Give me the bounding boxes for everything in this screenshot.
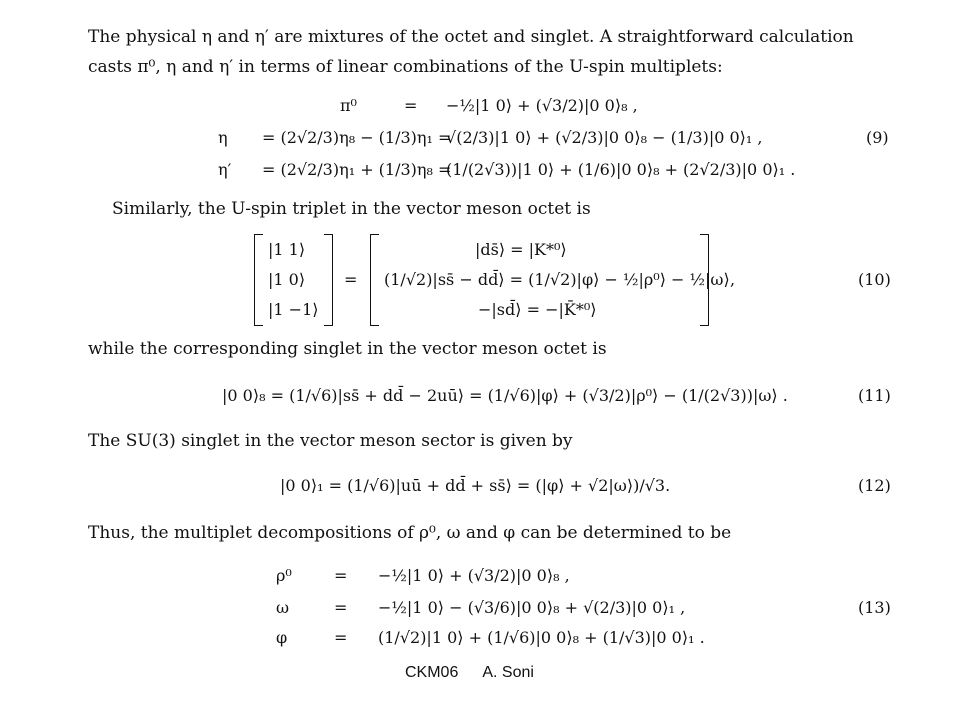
slide-footer bbox=[405, 664, 534, 682]
eq13-omega-lhs: ω bbox=[276, 598, 290, 617]
eq13-phi-lhs: φ bbox=[276, 628, 288, 647]
eq13-omega-rhs: −½|1 0⟩ − (√3/6)|0 0⟩₈ + √(2/3)|0 0⟩₁ , bbox=[378, 598, 686, 617]
eq9-etaprime-rhs: (1/(2√3))|1 0⟩ + (1/6)|0 0⟩₈ + (2√2/3)|0 0⟩₁ . bbox=[446, 160, 796, 179]
eq9-etaprime-lhs: η′ bbox=[218, 160, 232, 179]
eq10-left-row-3: |1 −1⟩ bbox=[268, 300, 319, 319]
eq9-etaprime-mid: = (2√2/3)η₁ + (1/3)η₈ = bbox=[262, 160, 452, 179]
eq9-pi-lhs: π⁰ bbox=[340, 96, 357, 115]
eq11-expression: |0 0⟩₈ = (1/√6)|ss̄ + dd̄ − 2uū⟩ = (1/√6)|φ⟩ + (√3/2)|ρ⁰⟩ − (1/(2√3))|ω⟩ . bbox=[222, 386, 788, 405]
eq13-phi-rhs: (1/√2)|1 0⟩ + (1/√6)|0 0⟩₈ + (1/√3)|0 0⟩₁ . bbox=[378, 628, 705, 647]
text-similarly: Similarly, the U-spin triplet in the vector meson octet is bbox=[112, 199, 591, 219]
eq13-number: (13) bbox=[858, 598, 891, 617]
eq13-rho-rhs: −½|1 0⟩ + (√3/2)|0 0⟩₈ , bbox=[378, 566, 570, 585]
intro-line-1: The physical η and η′ are mixtures of the octet and singlet. A straightforward calculation bbox=[88, 27, 854, 47]
eq10-right-row-1: |ds̄⟩ = |K*⁰⟩ bbox=[475, 240, 567, 259]
eq12-number: (12) bbox=[858, 476, 891, 495]
eq12-expression: |0 0⟩₁ = (1/√6)|uū + dd̄ + ss̄⟩ = (|φ⟩ + √2|ω⟩)/√3. bbox=[280, 476, 671, 495]
eq10-right-row-2: (1/√2)|ss̄ − dd̄⟩ = (1/√2)|φ⟩ − ½|ρ⁰⟩ − ½|ω⟩ bbox=[384, 270, 730, 289]
eq10-trailing-comma: , bbox=[730, 270, 736, 289]
text-while: while the corresponding singlet in the vector meson octet is bbox=[88, 339, 607, 359]
eq9-eta-rhs: √(2/3)|1 0⟩ + (√2/3)|0 0⟩₈ − (1/3)|0 0⟩₁ , bbox=[446, 128, 763, 147]
footer-author: A. Soni bbox=[482, 664, 534, 681]
eq10-equals: = bbox=[344, 270, 358, 289]
eq10-left-vector-close-bracket bbox=[324, 234, 333, 326]
eq9-eta-mid: = (2√2/3)η₈ − (1/3)η₁ = bbox=[262, 128, 452, 147]
eq9-eta-lhs: η bbox=[218, 128, 228, 147]
eq10-left-vector-open-bracket bbox=[254, 234, 263, 326]
eq10-left-row-1: |1 1⟩ bbox=[268, 240, 306, 259]
eq10-right-vector-close-bracket bbox=[700, 234, 709, 326]
eq13-phi-equals: = bbox=[334, 628, 348, 647]
eq11-number: (11) bbox=[858, 386, 891, 405]
eq13-omega-equals: = bbox=[334, 598, 348, 617]
text-thus: Thus, the multiplet decompositions of ρ⁰, ω and φ can be determined to be bbox=[88, 523, 732, 543]
eq9-pi-rhs: −½|1 0⟩ + (√3/2)|0 0⟩₈ , bbox=[446, 96, 638, 115]
eq10-number: (10) bbox=[858, 270, 891, 289]
intro-line-2: casts π⁰, η and η′ in terms of linear combinations of the U-spin multiplets: bbox=[88, 57, 723, 77]
eq13-rho-equals: = bbox=[334, 566, 348, 585]
eq9-pi-equals: = bbox=[404, 96, 418, 115]
eq10-right-row-3: −|sd̄⟩ = −|K̄*⁰⟩ bbox=[478, 300, 597, 319]
eq9-number: (9) bbox=[866, 128, 889, 147]
footer-conference: CKM06 bbox=[405, 664, 459, 681]
eq10-left-row-2: |1 0⟩ bbox=[268, 270, 306, 289]
eq13-rho-lhs: ρ⁰ bbox=[276, 566, 292, 585]
text-su3-singlet: The SU(3) singlet in the vector meson sector is given by bbox=[88, 431, 573, 451]
eq10-right-vector-open-bracket bbox=[370, 234, 379, 326]
